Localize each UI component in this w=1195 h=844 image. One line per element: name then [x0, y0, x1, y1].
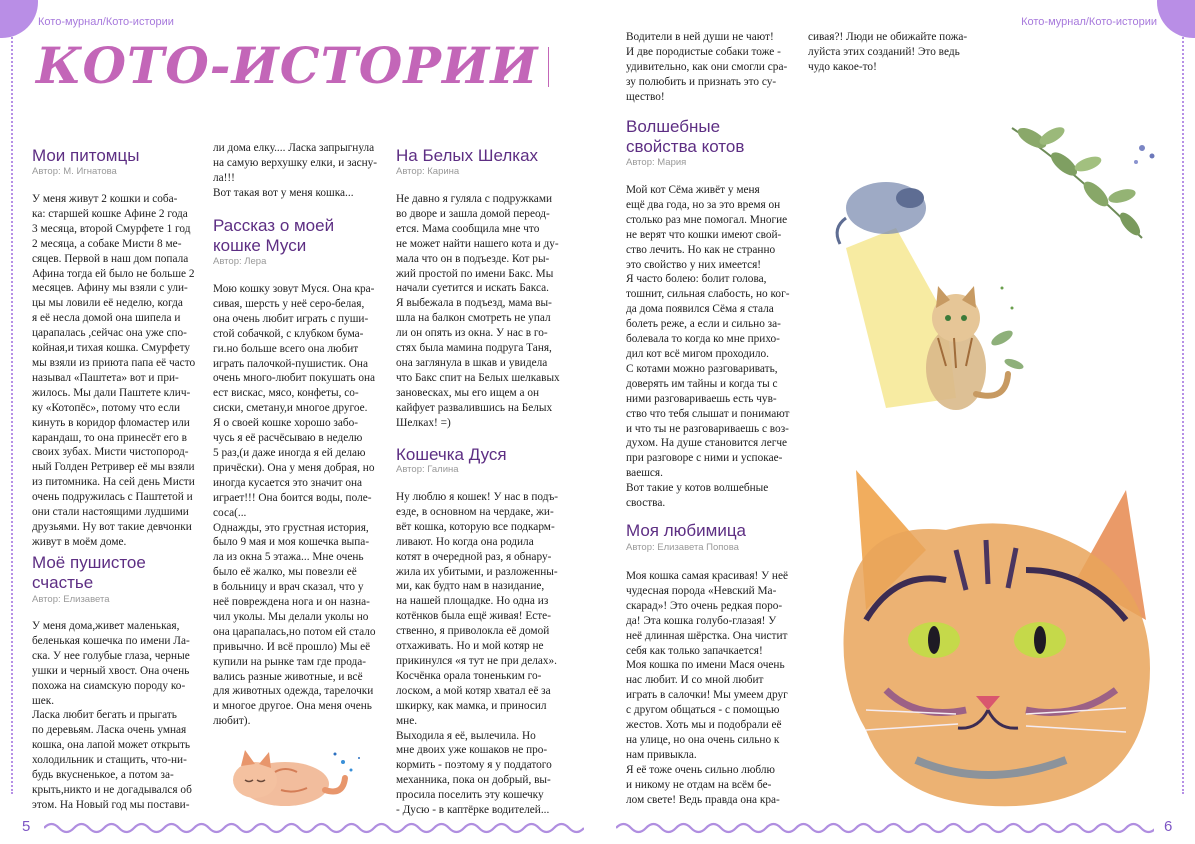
article-text-fluffy: У меня дома,живет маленькая, беленькая кошечка по имени Ла- ска. У нее голубые глаза, черные ушки и черный хвост. Она очень похожа на сиамскую породу ко- шек. Ласка любит бегать и прыгать по деревьям. Ласка очень умная кошка, она лапой может открыть холодильник и стащить, что-ни- будь вкусненькое, а потом за- крыть,никто и не догадывался об этом. На Новый год мы постави-	[32, 620, 192, 811]
corner-circle-right	[1157, 0, 1195, 38]
article-author-magic: Автор: Мария	[626, 157, 687, 168]
page-number-left: 5	[22, 818, 31, 835]
article-text-musya: Мою кошку зовут Муся. Она кра- сивая, шерсть у неё серо-белая, она очень любит играть с пуши- стой собачкой, с клубком бума- ги.но больше всего она любит играть палочкой-пушистик. Она очень много-любит покушать она ест вискас, мясо, конфеты, со- сиски, сметану,и многое другое. Я о своей кошке хорошо забо- чусь я её расчёсываю в неделю 5 раз,(и даже иногда я ей делаю причёски). Она у меня добрая, но иногда кусается это значит она играет!!! Она боится воды, полe- соса(... Однажды, это грустная история, было 9 мая и моя кошечка выпа- ла из окна 5 этажа... Мне очень было её жалко, мы повезли её в больницу и врач сказал, что у неё повреждена нога и он назна- чил уколы. Мы делали уколы но она царапалась,но потом ей стало привычно. И всё прошло) Мы её купили на рынке там где прода- вались разные животные, и всё для животных одежда, тарелочки и многое другое. Она меня очень любит).	[213, 283, 376, 728]
page-title-text: КОТО-ИСТОРИИ	[36, 36, 539, 95]
article-text-favorite-continued: сивая?! Люди не обижайте пожа- луйста этих созданий! Это ведь чудо какое-то!	[808, 31, 968, 73]
article-text-dusya-continued: Водители в ней души не чают! И две породистые собаки тоже - удивительно, как они смогли сра- зу полюбить и признать это су- щество!	[626, 31, 788, 103]
article-author-dusya: Автор: Галина	[396, 464, 459, 475]
sleeping-cat-icon	[215, 740, 375, 812]
article-title-magic-line1: Волшебные	[626, 117, 721, 136]
article-text-magic: Мой кот Сёма живёт у меня ещё два года, но за это время он столько раз мне помогал. Многие не верят что кошки имеют свой- ство лечить. Но как не странно это свойство у них имеется! Я часто болею: болит голова, тошнит, сильная слабость, но ког- да дома появился Сёма я стала болеть реже, а если и сильно за- болевала то когда ко мне прихо- дил кот всё мигом проходило. С котами можно разговаривать, доверять им тайны и когда ты с ними разговариваешь есть чув- ство что тебя слышат и понимают и что ты не разговариваешь с воз- духом. На душе становится легче при разговоре с ними и успокае- ваешся. Вот такие у котов волшебные своства.	[626, 184, 790, 510]
running-header-left: Кото-мурнал/Кото-истории	[38, 16, 174, 28]
article-text-dusya: Ну люблю я кошек! У нас в подъ- езде, в основном на чердаке, жи- вёт кошка, которую все подкарм- ливают. Но когда она родила котят в очередной раз, я обнару- жила их убитыми, и разложенны- ми, как будто нам в назидание, на нашей площадке. Но одна из котёнков была ещё живая! Есте- ственно, я приволокла её домой отхаживать. Но и мой котяр не прикинулся «я тут не при делах». Косчёнка орала тоненьким го- лоском, а мой котяр хватал её за шкирку, как мамка, и приносил мне. Выходила я её, вылечила. Но мне двоих уже кошаков не про- кормить - поэтому я у поддатого механника, пока он добрый, вы- просила поселить эту кошечку - Дусю - в каптёрке водителей...	[396, 491, 559, 817]
article-text-silk: Не давно я гуляла с подружками во дворе и зашла домой переод- ется. Мама сообщила мне что не может найти нашего кота и ду- мала что он в подъезде. Кот ры- жий простой по имени Бакс. Мы начали суетится и искать Бакса. Я выбежала в подъезд, мама вы- шла на балкон смотреть не упал ли он опять из окна. У нас в го- стях была мамина подруга Таня, она заглянула в шкав и увидела что Бакс спит на Белых шелкавых зановесках, мы его ищем а он кайфует развалившись на Белых Шелках! =)	[396, 193, 560, 429]
article-title-fluffy-line2: счастье	[32, 573, 94, 592]
article-text-fluffy-continued: ли дома елку.... Ласка запрыгнула на самую верхушку елки, и засну- ла!!! Вот такая вот у меня кошка...	[213, 142, 378, 199]
title-bar-decoration	[548, 47, 549, 87]
article-title-silk: На Белых Шелках	[396, 146, 539, 165]
article-title-dusya: Кошечка Дуся	[396, 445, 507, 464]
article-author-fluffy: Автор: Елизавета	[32, 594, 110, 605]
article-author-silk: Автор: Карина	[396, 166, 460, 177]
article-title-musya-line2: кошке Муси	[213, 236, 307, 255]
article-author-musya: Автор: Лера	[213, 256, 267, 267]
running-header-right: Кото-мурнал/Кото-истории	[1021, 16, 1157, 28]
article-text-favorite: Моя кошка самая красивая! У неё чудесная порода «Невский Ма- скарад»! Это очень редкая поро- да! Эта кошка голубо-глазая! У неё длинная шёрстка. Она чистит себя как только запачкается! Моя кошка по имени Мася очень нас любит. И со мной любит играть в салочки! Мы умеем друг с другом общаться - с помощью жестов. Хоть мы и подобрали её на улице, но она очень сильно к нам привыкла. Я её тоже очень сильно люблю и никому не отдам на всём бе- лом свете! Ведь правда она кра-	[626, 570, 788, 806]
article-author-favorite: Автор: Елизавета Попова	[626, 542, 739, 553]
article-title-magic-line2: свойства котов	[626, 137, 745, 156]
article-author-pets: Автор: М. Игнатова	[32, 166, 117, 177]
article-title-musya-line1: Рассказ о моей	[213, 216, 335, 235]
page-title	[36, 36, 549, 95]
article-title-favorite: Моя любимица	[626, 521, 747, 540]
corner-circle-left	[0, 0, 38, 38]
dotted-border-right	[1182, 34, 1184, 794]
article-title-fluffy-line1: Моё пушистое	[32, 553, 146, 572]
wave-divider-left	[44, 818, 584, 836]
article-title-pets: Мои питомцы	[32, 146, 140, 165]
cat-portrait-icon	[826, 460, 1170, 810]
page-number-right: 6	[1164, 818, 1173, 835]
dotted-border-left	[11, 34, 13, 794]
cat-with-mouse-icon	[826, 168, 1036, 438]
article-text-pets: У меня живут 2 кошки и соба- ка: старшей кошке Афине 2 года 3 месяца, второй Смурфете 1 год 2 месяца, а собаке Мисти 8 ме- сяцев. Первой в наш дом попала Афина тогда ей было не больше 2 месяцев. Афину мы взяли с ули- цы мы ловили её неделю, когда я её несла домой она шипела и царапалась ,сейчас она уже спо- койная,и тихая кошка. Смурфету мы взяли из приюта папа её часто называл «Паштета» вот и при- жилось. Мы дали Паштете клич- ку «Котопёс», потому что если кинуть в коридор фломастер или карандаш, то она принесёт его в своих зубах. Мисти чистопород- ный Голден Ретривер её мы взяли из питомника. На сей день Мисти очень подружилась с Паштетой и они стали настоящими лудшими друзьями. Ну вот такие девчонки живут в моём доме.	[32, 193, 196, 548]
wave-divider-right	[616, 818, 1154, 836]
